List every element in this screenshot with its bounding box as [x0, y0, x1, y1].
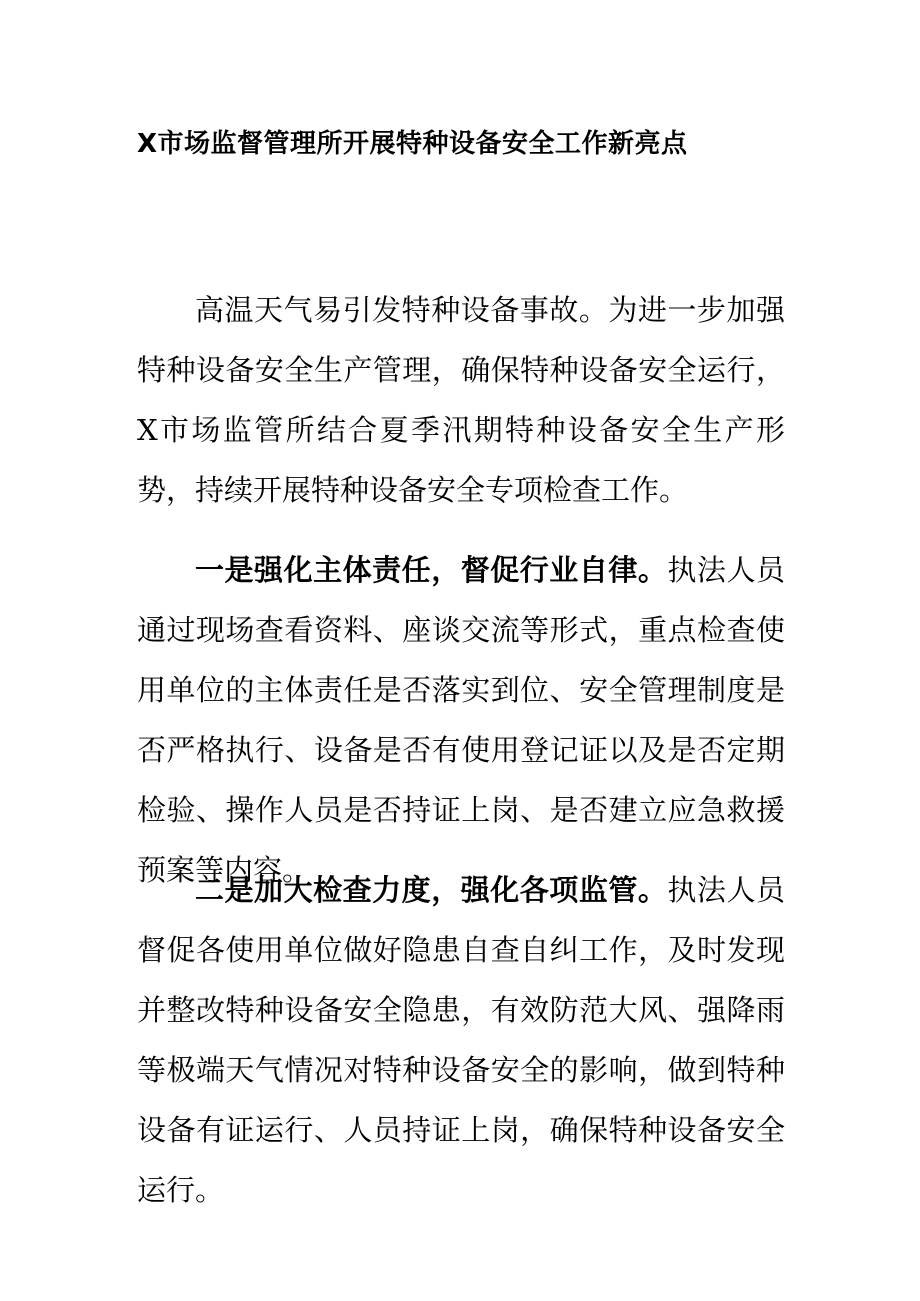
document-title: X市场监督管理所开展特种设备安全工作新亮点 — [137, 129, 688, 159]
paragraph-point-one-text: 执法人员通过现场查看资料、座谈交流等形式，重点检查使用单位的主体责任是否落实到位、安全管理制度是否严格执行、设备是否有使用登记证以及是否定期检验、操作人员是否持证上岗、是否建立应急救援预案等内容。 — [137, 553, 785, 887]
paragraph-point-two — [137, 860, 785, 1220]
paragraph-intro — [137, 280, 785, 520]
paragraph-point-one-lead: 一是强化主体责任，督促行业自律。 — [195, 553, 668, 587]
paragraph-point-two-text: 执法人员督促各使用单位做好隐患自查自纠工作，及时发现并整改特种设备安全隐患，有效防范大风、强降雨等极端天气情况对特种设备安全的影响，做到特种设备有证运行、人员持证上岗，确保特种设备安全运行。 — [137, 873, 785, 1207]
paragraph-intro-text: 高温天气易引发特种设备事故。为进一步加强特种设备安全生产管理，确保特种设备安全运行，X市场监管所结合夏季汛期特种设备安全生产形势，持续开展特种设备安全专项检查工作。 — [137, 293, 785, 507]
paragraph-point-one — [137, 540, 785, 900]
paragraph-point-two-lead: 二是加大检查力度，强化各项监管。 — [195, 873, 668, 907]
